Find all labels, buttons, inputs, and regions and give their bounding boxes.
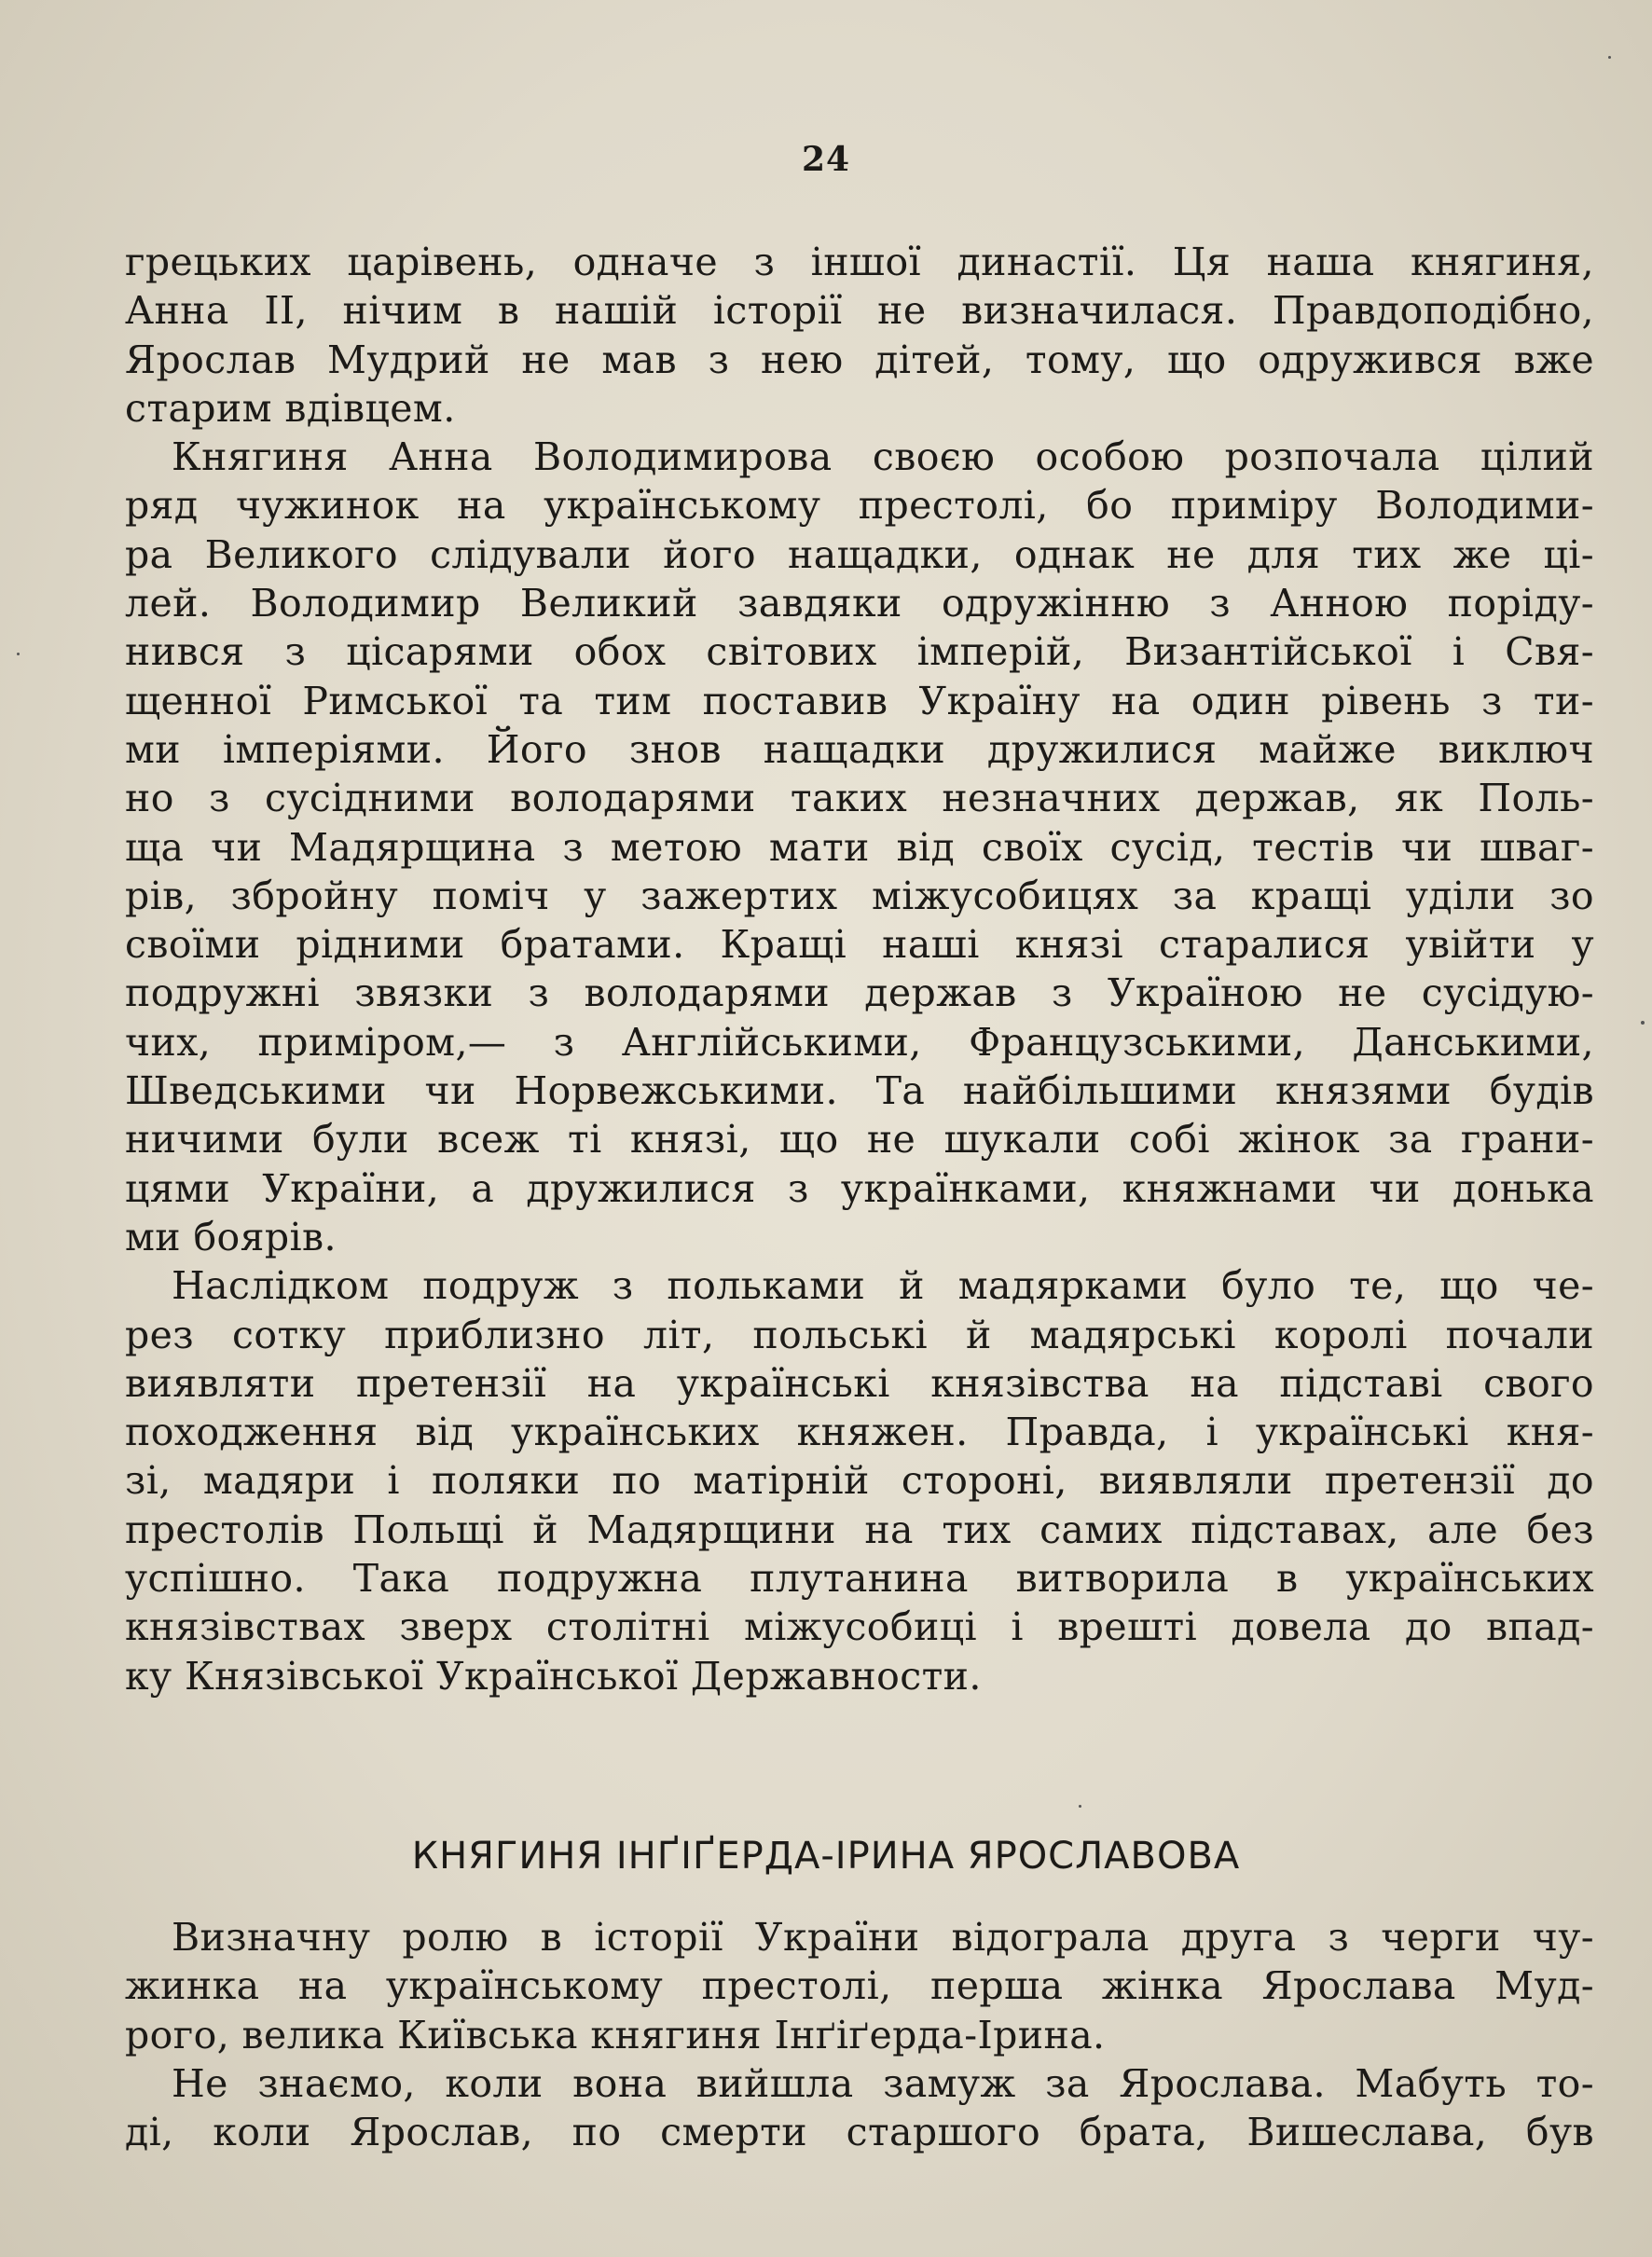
text-line: престолів Польщі й Мадярщини на тих самих підставах, але без bbox=[125, 1507, 1594, 1552]
text-line: ми імперіями. Його знов нащадки дружилися майже виключ bbox=[125, 726, 1594, 772]
paper-speck bbox=[1608, 56, 1611, 59]
text-line: лей. Володимир Великий завдяки одружінню з Анною поріду- bbox=[125, 581, 1594, 626]
section-heading: КНЯГИНЯ ІНҐІҐЕРДА-ІРИНА ЯРОСЛАВОВА bbox=[411, 1835, 1241, 1878]
text-line: Ярослав Мудрий не мав з нею дітей, тому, що одружився вже bbox=[125, 337, 1594, 382]
text-line: Не знаємо, коли вона вийшла замуж за Ярослава. Мабуть то- bbox=[172, 2060, 1594, 2106]
text-line: зі, мадяри і поляки по матірній стороні, виявляли претензії до bbox=[125, 1458, 1594, 1504]
text-line: нився з цісарями обох світових імперій, Византійської і Свя- bbox=[125, 629, 1594, 675]
text-line: Анна II, нічим в нашій історії не визначилася. Правдоподібно, bbox=[125, 288, 1594, 334]
paper-speck bbox=[1079, 1805, 1081, 1808]
text-line: князівствах зверх столітні міжусобиці і врешті довела до впад- bbox=[125, 1604, 1594, 1650]
text-line: ща чи Мадярщина з метою мати від своїх сусід, тестів чи шваг- bbox=[125, 824, 1594, 870]
text-line: ку Князівської Української Державности. bbox=[125, 1653, 982, 1699]
text-line: но з сусідними володарями таких незначних держав, як Поль- bbox=[125, 776, 1594, 821]
body-text bbox=[125, 238, 1594, 1700]
text-line: ми боярів. bbox=[125, 1214, 337, 1259]
text-line: подружні звязки з володарями держав з Україною не сусідую- bbox=[125, 970, 1594, 1016]
text-line: щенної Римської та тим поставив Україну на один рівень з ти- bbox=[125, 678, 1594, 723]
text-line: жинка на українському престолі, перша жінка Ярослава Муд- bbox=[125, 1963, 1594, 2009]
paper-speck bbox=[1641, 1021, 1645, 1025]
text-line: ничими були всеж ті князі, що не шукали собі жінок за грани- bbox=[125, 1117, 1594, 1163]
text-line: рів, збройну поміч у зажертих міжусобицях за кращі уділи зо bbox=[125, 873, 1594, 918]
text-line: цями України, а дружилися з українками, княжнами чи донька bbox=[125, 1165, 1594, 1211]
text-line: ді, коли Ярослав, по смерти старшого брата, Вишеслава, був bbox=[125, 2110, 1594, 2155]
section-text bbox=[125, 1913, 1594, 2156]
text-line: старим вдівцем. bbox=[125, 385, 456, 431]
page-number: 24 bbox=[801, 140, 851, 179]
text-line: Шведськими чи Норвежськими. Та найбільшими князями будів bbox=[125, 1068, 1594, 1114]
text-line: успішно. Така подружна плутанина витворила в українських bbox=[125, 1556, 1594, 1602]
text-line: ра Великого слідували його нащадки, однак не для тих же ці- bbox=[125, 531, 1594, 577]
text-line: Княгиня Анна Володимирова своєю особою розпочала цілий bbox=[172, 434, 1594, 480]
text-line: рого, велика Київська княгиня Інґіґерда-Ірина. bbox=[125, 2012, 1106, 2057]
text-line: чих, приміром,— з Англійськими, Французськими, Данськими, bbox=[125, 1019, 1594, 1065]
text-line: виявляти претензії на українські князівства на підставі свого bbox=[125, 1360, 1594, 1406]
text-line: Наслідком подруж з польками й мадярками було те, що че- bbox=[172, 1263, 1594, 1309]
text-line: рез сотку приблизно літ, польські й мадярські королі почали bbox=[125, 1312, 1594, 1357]
text-line: грецьких царівень, одначе з іншої династії. Ця наша княгиня, bbox=[125, 240, 1594, 284]
paper-speck bbox=[17, 653, 20, 655]
text-line: своїми рідними братами. Кращі наші князі старалися увійти у bbox=[125, 922, 1594, 968]
text-line: походження від українських княжен. Правда, і українські кня- bbox=[125, 1410, 1594, 1455]
text-line: ряд чужинок на українському престолі, бо приміру Володими- bbox=[125, 483, 1594, 529]
text-line: Визначну ролю в історії України відограла друга з черги чу- bbox=[172, 1915, 1594, 1960]
